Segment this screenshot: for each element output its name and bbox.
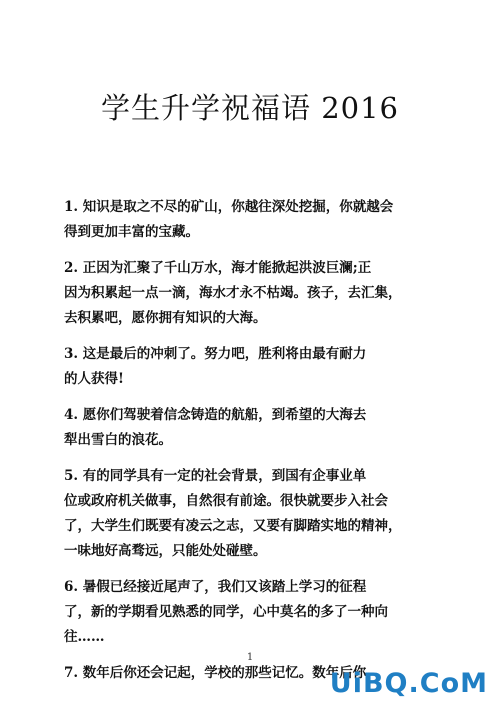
paragraph-line: 4. 愿你们驾驶着信念铸造的航船，到希望的大海去 <box>64 407 367 423</box>
paragraph-2 <box>64 256 436 331</box>
paragraph-line: 去积累吧，愿你拥有知识的大海。 <box>64 310 267 326</box>
paragraph-4 <box>64 403 436 453</box>
paragraph-line: 得到更加丰富的宝藏。 <box>64 224 199 240</box>
paragraph-line: 2. 正因为汇聚了千山万水，海才能掀起洪波巨澜;正 <box>64 260 372 276</box>
paragraph-line: 的人获得! <box>64 371 124 387</box>
paragraph-line: 往…… <box>64 629 105 645</box>
paragraph-line: 位或政府机关做事，自然很有前途。很快就要步入社会 <box>64 493 388 509</box>
paragraph-line: 7. 数年后你还会记起，学校的那些记忆。数年后你 <box>64 665 367 681</box>
paragraph-5 <box>64 464 436 564</box>
paragraph-line: 一味地好高骛远，只能处处碰壁。 <box>64 543 267 559</box>
paragraph-line: 因为积累起一点一滴，海水才永不枯竭。孩子，去汇集， <box>64 285 402 301</box>
document-body <box>64 195 436 697</box>
paragraph-line: 犁出雪白的浪花。 <box>64 432 172 448</box>
watermark-logo: UiBQ.CoM <box>329 668 488 699</box>
paragraph-line: 3. 这是最后的冲刺了。努力吧，胜利将由最有耐力 <box>64 346 367 362</box>
paragraph-line: 1. 知识是取之不尽的矿山，你越往深处挖掘，你就越会 <box>64 199 394 215</box>
paragraph-line: 5. 有的同学具有一定的社会背景，到国有企事业单 <box>64 468 367 484</box>
paragraph-line: 6. 暑假已经接近尾声了，我们又该踏上学习的征程 <box>64 579 367 595</box>
page-title: 学生升学祝福语 2016 <box>100 91 400 125</box>
page-number: 1 <box>246 652 254 663</box>
paragraph-line: 了，大学生们既要有凌云之志，又要有脚踏实地的精神， <box>64 518 402 534</box>
paragraph-1 <box>64 195 436 245</box>
paragraph-line: 了，新的学期看见熟悉的同学，心中莫名的多了一种向 <box>64 604 388 620</box>
paragraph-3 <box>64 342 436 392</box>
paragraph-6 <box>64 575 436 650</box>
